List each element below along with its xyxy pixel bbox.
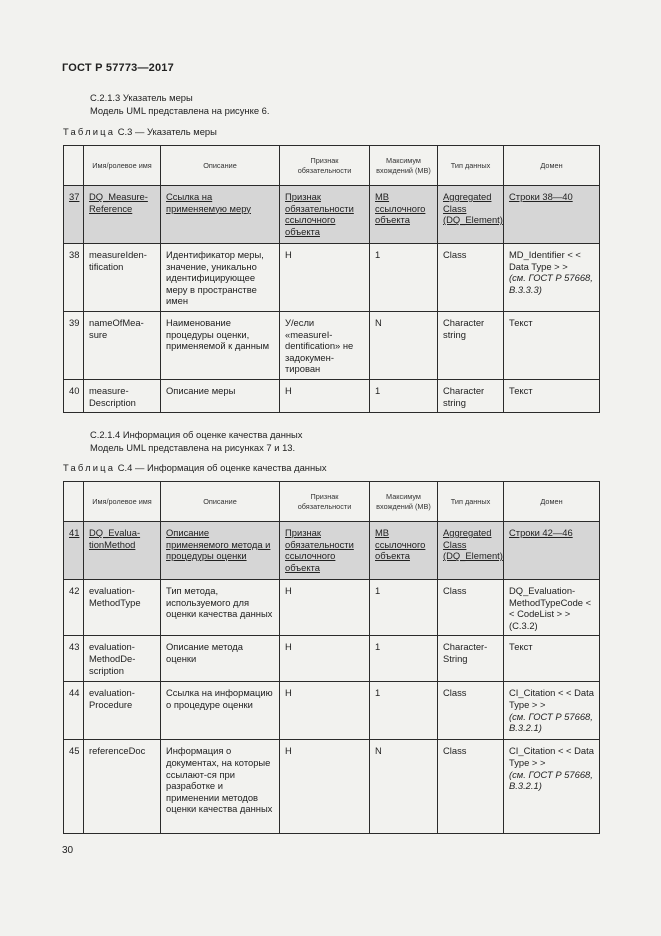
caption-label: Таблица bbox=[63, 462, 116, 473]
header-cell-type: Тип данных bbox=[438, 146, 504, 186]
cell-oblig: Н bbox=[280, 636, 370, 682]
cell-num: 44 bbox=[64, 682, 84, 740]
cell-max: N bbox=[370, 311, 438, 379]
domain-main: Строки 42—46 bbox=[509, 527, 573, 538]
cell-name: nameOfMea-sure bbox=[84, 311, 161, 379]
cell-domain bbox=[504, 580, 600, 636]
domain-main: DQ_Evaluation-MethodTypeCode < < CodeList > > (С.3.2) bbox=[509, 585, 592, 631]
table-measure-reference bbox=[63, 145, 600, 413]
table-row bbox=[64, 379, 600, 412]
cell-type: Character string bbox=[438, 379, 504, 412]
cell-type: Character string bbox=[438, 311, 504, 379]
cell-num: 45 bbox=[64, 740, 84, 834]
table-caption bbox=[63, 462, 327, 473]
cell-domain bbox=[504, 379, 600, 412]
cell-num: 38 bbox=[64, 244, 84, 312]
cell-num: 37 bbox=[64, 186, 84, 244]
cell-num: 40 bbox=[64, 379, 84, 412]
domain-main: MD_Identifier < < Data Type > > bbox=[509, 249, 581, 272]
cell-oblig: Н bbox=[280, 682, 370, 740]
cell-max: 1 bbox=[370, 244, 438, 312]
domain-reference: (см. ГОСТ Р 57668, B.3.3.3) bbox=[509, 272, 593, 295]
table-row bbox=[64, 580, 600, 636]
table-row bbox=[64, 311, 600, 379]
cell-desc: Тип метода, используемого для оценки качества данных bbox=[161, 580, 280, 636]
header-cell-desc: Описание bbox=[161, 482, 280, 522]
cell-type: Character-String bbox=[438, 636, 504, 682]
cell-num: 41 bbox=[64, 522, 84, 580]
cell-max: 1 bbox=[370, 636, 438, 682]
domain-reference: (см. ГОСТ Р 57668, B.3.2.1) bbox=[509, 768, 593, 792]
section-text: Модель UML представлена на рисунке 6. bbox=[90, 104, 270, 116]
cell-type: Aggregated Class (DQ_Element) bbox=[438, 186, 504, 244]
cell-max: 1 bbox=[370, 682, 438, 740]
domain-main: CI_Citation < < Data Type > > bbox=[509, 745, 594, 768]
cell-oblig: Н bbox=[280, 244, 370, 312]
domain-main: Строки 38—40 bbox=[509, 191, 573, 202]
cell-oblig: Н bbox=[280, 580, 370, 636]
cell-type: Aggregated Class (DQ_Element) bbox=[438, 522, 504, 580]
cell-name: measureIden-tification bbox=[84, 244, 161, 312]
cell-oblig: Признак обязательности ссылочного объекта bbox=[280, 522, 370, 580]
cell-desc: Ссылка на информацию о процедуре оценки bbox=[161, 682, 280, 740]
section-heading: С.2.1.3 Указатель меры bbox=[90, 92, 193, 103]
cell-desc: Ссылка на применяемую меру bbox=[161, 186, 280, 244]
cell-oblig: Н bbox=[280, 379, 370, 412]
table-row bbox=[64, 244, 600, 312]
cell-desc: Описание применяемого метода и процедуры оценки bbox=[161, 522, 280, 580]
cell-num: 43 bbox=[64, 636, 84, 682]
header-cell-type: Тип данных bbox=[438, 482, 504, 522]
domain-main: CI_Citation < < Data Type > > bbox=[509, 687, 594, 710]
header-cell-num bbox=[64, 482, 84, 522]
header-cell-oblig: Признак обязательности bbox=[280, 482, 370, 522]
table-row bbox=[64, 682, 600, 740]
domain-main: Текст bbox=[509, 641, 533, 653]
section-c213 bbox=[90, 92, 269, 117]
cell-oblig: Н bbox=[280, 740, 370, 834]
header-cell-name: Имя/ролевое имя bbox=[84, 482, 161, 522]
table-row bbox=[64, 636, 600, 682]
cell-max: 1 bbox=[370, 379, 438, 412]
table-evaluation-method bbox=[63, 481, 600, 834]
table-row bbox=[64, 740, 600, 834]
cell-name: evaluation-Procedure bbox=[84, 682, 161, 740]
cell-type: Class bbox=[438, 740, 504, 834]
caption-text: С.4 — Информация об оценке качества данных bbox=[115, 462, 327, 473]
cell-name: measure-Description bbox=[84, 379, 161, 412]
cell-name: DQ_Evalua-tionMethod bbox=[84, 522, 161, 580]
cell-oblig: У/если «measureI-dentification» не задокумен-тирован bbox=[280, 311, 370, 379]
domain-main: Текст bbox=[509, 316, 533, 328]
header-cell-max: Максимум вхождений (МВ) bbox=[370, 146, 438, 186]
cell-desc: Наименование процедуры оценки, применяемой к данным bbox=[161, 311, 280, 379]
cell-type: Class bbox=[438, 244, 504, 312]
cell-domain bbox=[504, 522, 600, 580]
table-header-row bbox=[64, 146, 600, 186]
cell-desc: Информация о документах, на которые ссылают-ся при разработке и применении методов оценки качества данных bbox=[161, 740, 280, 834]
caption-label: Таблица bbox=[63, 126, 116, 137]
cell-name: evaluation-MethodDe-scription bbox=[84, 636, 161, 682]
cell-domain bbox=[504, 186, 600, 244]
cell-domain bbox=[504, 740, 600, 834]
caption-text: С.3 — Указатель меры bbox=[115, 126, 217, 137]
cell-domain bbox=[504, 311, 600, 379]
cell-max: N bbox=[370, 740, 438, 834]
cell-oblig: Признак обязательности ссылочного объекта bbox=[280, 186, 370, 244]
cell-name: referenceDoc bbox=[84, 740, 161, 834]
table-row bbox=[64, 186, 600, 244]
cell-max: МВ ссылочного объекта bbox=[370, 186, 438, 244]
document-id: ГОСТ Р 57773—2017 bbox=[62, 62, 174, 74]
table-header-row bbox=[64, 482, 600, 522]
cell-max: 1 bbox=[370, 580, 438, 636]
page-number: 30 bbox=[62, 845, 74, 856]
header-cell-desc: Описание bbox=[161, 146, 280, 186]
cell-num: 42 bbox=[64, 580, 84, 636]
domain-reference: (см. ГОСТ Р 57668, B.3.2.1) bbox=[509, 710, 593, 734]
header-cell-oblig: Признак обязательности bbox=[280, 146, 370, 186]
table-row bbox=[64, 522, 600, 580]
header-cell-domain: Домен bbox=[504, 146, 600, 186]
cell-type: Class bbox=[438, 580, 504, 636]
header-cell-name: Имя/ролевое имя bbox=[84, 146, 161, 186]
cell-domain bbox=[504, 244, 600, 312]
section-heading: С.2.1.4 Информация об оценке качества данных bbox=[90, 429, 303, 440]
section-text: Модель UML представлена на рисунках 7 и 13. bbox=[90, 441, 296, 453]
cell-num: 39 bbox=[64, 311, 84, 379]
cell-name: DQ_Measure-Reference bbox=[84, 186, 161, 244]
table-caption bbox=[63, 126, 217, 137]
cell-desc: Описание метода оценки bbox=[161, 636, 280, 682]
section-c214 bbox=[90, 429, 302, 454]
domain-main: Текст bbox=[509, 384, 533, 396]
cell-type: Class bbox=[438, 682, 504, 740]
header-cell-num bbox=[64, 146, 84, 186]
cell-desc: Идентификатор меры, значение, уникально идентифицирующее меру в пространстве имен bbox=[161, 244, 280, 312]
cell-domain bbox=[504, 682, 600, 740]
cell-name: evaluation-MethodType bbox=[84, 580, 161, 636]
header-cell-domain: Домен bbox=[504, 482, 600, 522]
cell-desc: Описание меры bbox=[161, 379, 280, 412]
cell-max: МВ ссылочного объекта bbox=[370, 522, 438, 580]
cell-domain bbox=[504, 636, 600, 682]
header-cell-max: Максимум вхождений (МВ) bbox=[370, 482, 438, 522]
